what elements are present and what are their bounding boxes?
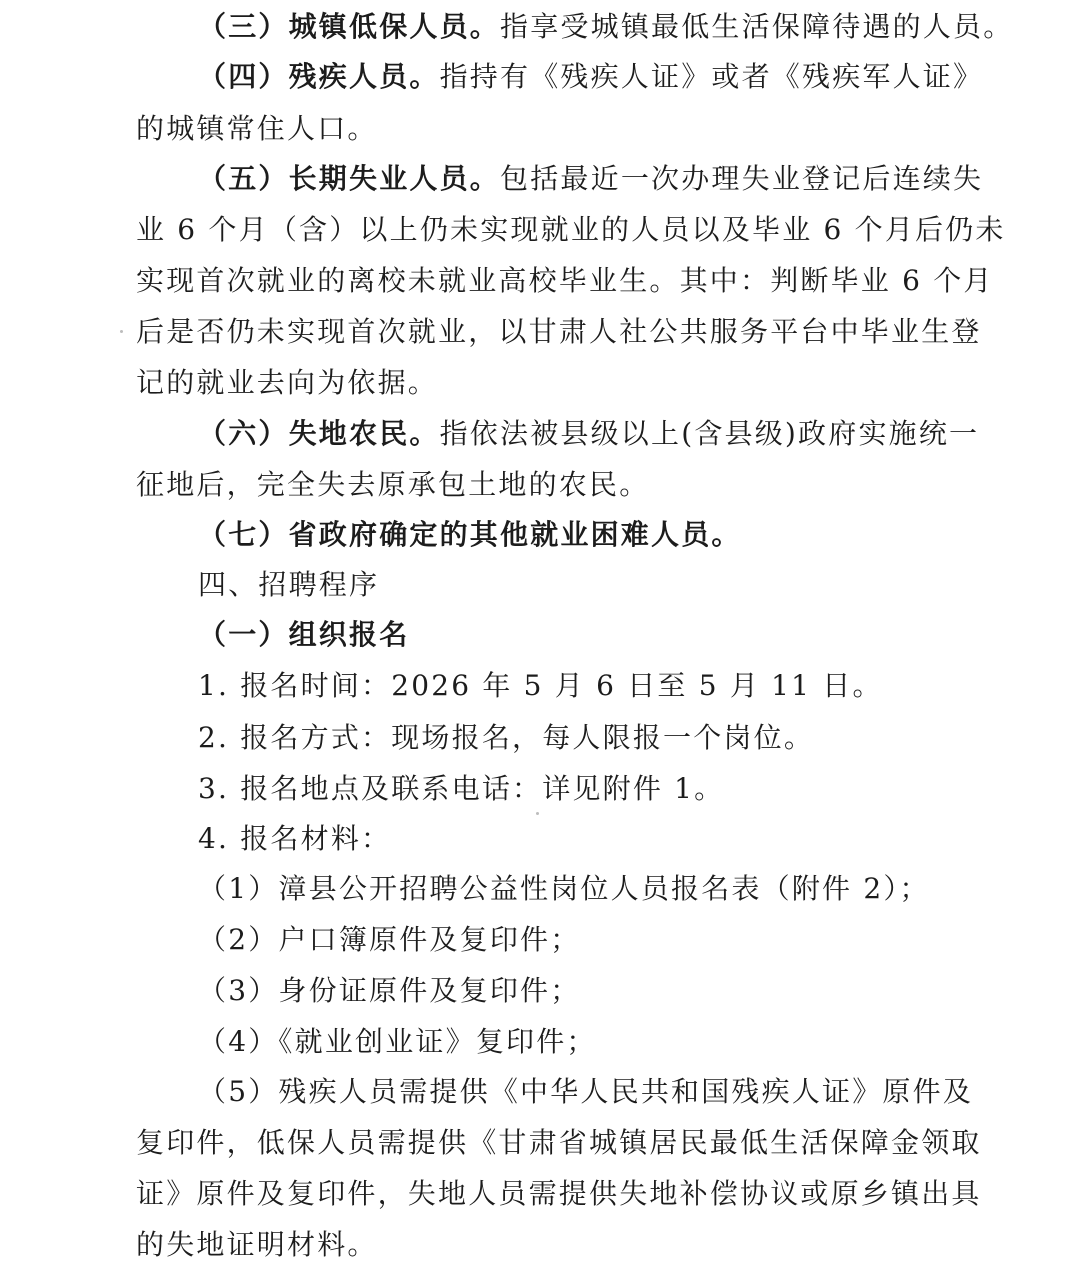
item-text: 指持有《残疾人证》或者《残疾军人证》: [439, 60, 984, 93]
item-landless-farmers: [198, 408, 980, 460]
item-heading: （三）城镇低保人员。: [198, 10, 501, 43]
material-item: （3）身份证原件及复印件；: [198, 974, 581, 1007]
step-registration-method: 2. 报名方式：现场报名，每人限报一个岗位。: [198, 721, 815, 754]
paragraph-line: 记的就业去向为依据。: [136, 366, 439, 399]
item-other-hardship: （七）省政府确定的其他就业困难人员。: [198, 518, 742, 551]
paragraph-line: 复印件，低保人员需提供《甘肃省城镇居民最低生活保障金领取: [136, 1126, 982, 1159]
material-item: （5）残疾人员需提供《中华人民共和国残疾人证》原件及: [198, 1075, 974, 1108]
section-title-recruitment-procedure: 四、招聘程序: [198, 568, 380, 601]
item-heading: （四）残疾人员。: [198, 60, 440, 93]
scan-speck: [536, 812, 539, 815]
paragraph-line: 证》原件及复印件，失地人员需提供失地补偿协议或原乡镇出具: [136, 1177, 982, 1210]
item-heading: （六）失地农民。: [198, 417, 440, 450]
material-item: （4）《就业创业证》复印件；: [198, 1025, 597, 1058]
item-text: 包括最近一次办理失业登记后连续失: [500, 162, 984, 195]
item-long-term-unemployed: [198, 153, 984, 205]
material-item: （1）漳县公开招聘公益性岗位人员报名表（附件 2）；: [198, 872, 930, 905]
paragraph-line: 业 6 个月（含）以上仍未实现就业的人员以及毕业 6 个月后仍未: [136, 213, 1006, 246]
item-urban-low-income: [198, 1, 1014, 53]
paragraph-line: 后是否仍未实现首次就业，以甘肃人社公共服务平台中毕业生登: [136, 315, 982, 348]
scan-speck: [120, 330, 123, 333]
item-disabled-persons: [198, 51, 984, 103]
paragraph-line: 的城镇常住人口。: [136, 112, 378, 145]
item-heading: （五）长期失业人员。: [198, 162, 501, 195]
paragraph-line: 实现首次就业的离校未就业高校毕业生。其中：判断毕业 6 个月: [136, 264, 994, 297]
subsection-title-registration: （一）组织报名: [198, 618, 410, 651]
material-item: （2）户口簿原件及复印件；: [198, 923, 581, 956]
paragraph-line: 的失地证明材料。: [136, 1228, 378, 1261]
item-text: 指依法被县级以上(含县级)政府实施统一: [439, 417, 980, 450]
paragraph-line: 征地后，完全失去原承包土地的农民。: [136, 468, 650, 501]
step-registration-materials: 4. 报名材料：: [198, 822, 392, 855]
step-registration-time: 1. 报名时间：2026 年 5 月 6 日至 5 月 11 日。: [198, 669, 883, 702]
item-text: 指享受城镇最低生活保障待遇的人员。: [500, 10, 1014, 43]
step-registration-location: 3. 报名地点及联系电话：详见附件 1。: [198, 772, 725, 805]
